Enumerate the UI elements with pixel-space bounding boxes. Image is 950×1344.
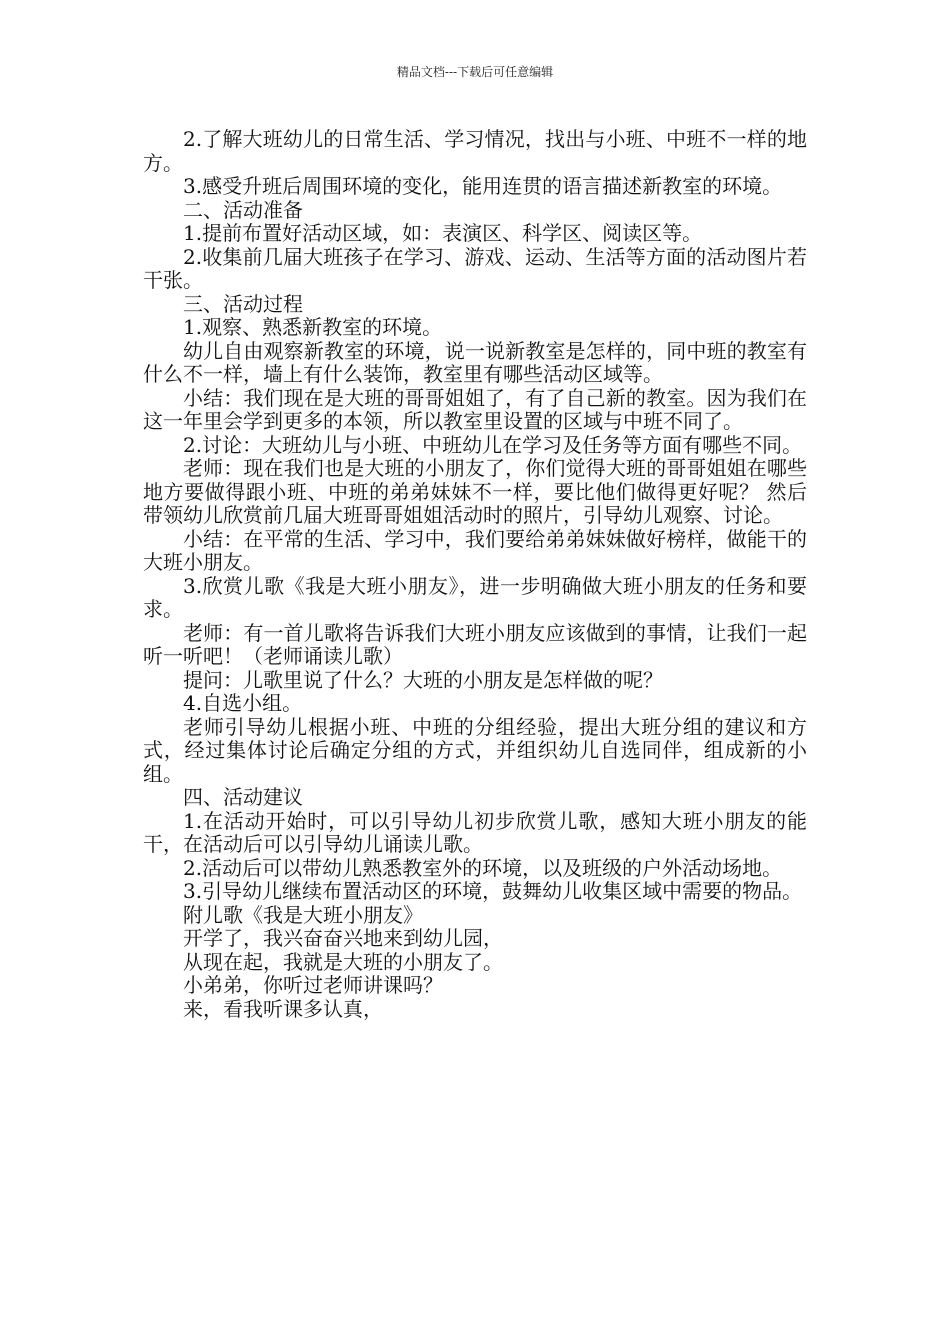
paragraph: 提问：儿歌里说了什么？大班的小朋友是怎样做的呢？	[183, 667, 663, 692]
poem-line: 从现在起，我就是大班的小朋友了。	[183, 949, 503, 974]
paragraph: 小结：在平常的生活、学习中，我们要给弟弟妹妹做好榜样，做能干的大班小朋友。	[143, 526, 807, 574]
paragraph: 2.讨论：大班幼儿与小班、中班幼儿在学习及任务等方面有哪些不同。	[183, 432, 803, 457]
poem-line: 开学了，我兴奋奋兴地来到幼儿园，	[183, 926, 503, 950]
paragraph: 3.感受升班后周围环境的变化，能用连贯的语言描述新教室的环境。	[183, 174, 783, 198]
paragraph: 老师：现在我们也是大班的小朋友了，你们觉得大班的哥哥姐姐在哪些地方要做得跟小班、中班的弟弟妹妹不一样，要比他们做得更好呢？ 然后带领幼儿欣赏前几届大班哥哥姐姐活动时的照片，引导幼儿观察、讨论。	[143, 456, 807, 527]
paragraph: 幼儿自由观察新教室的环境，说一说新教室是怎样的，同中班的教室有什么不一样，墙上有什么装饰，教室里有哪些活动区域等。	[143, 338, 807, 386]
paragraph: 2.了解大班幼儿的日常生活、学习情况，找出与小班、中班不一样的地方。	[143, 127, 807, 175]
section-heading: 三、活动过程	[183, 291, 303, 316]
section-heading: 四、活动建议	[183, 785, 303, 809]
poem-title: 附儿歌《我是大班小朋友》	[183, 902, 423, 927]
paragraph: 2.活动后可以带幼儿熟悉教室外的环境，以及班级的户外活动场地。	[183, 855, 783, 880]
paragraph: 老师：有一首儿歌将告诉我们大班小朋友应该做到的事情，让我们一起听一听吧！（老师诵读儿歌）	[143, 620, 807, 668]
paragraph: 1.提前布置好活动区域，如：表演区、科学区、阅读区等。	[183, 221, 703, 245]
page-header-watermark: 精品文档---下载后可任意编辑	[396, 65, 554, 79]
paragraph: 小结：我们现在是大班的哥哥姐姐了，有了自己新的教室。因为我们在这一年里会学到更多的本领，所以教室里设置的区域与中班不同了。	[143, 385, 807, 433]
paragraph: 1.在活动开始时，可以引导幼儿初步欣赏儿歌，感知大班小朋友的能干，在活动后可以引导幼儿诵读儿歌。	[143, 808, 807, 856]
paragraph: 老师引导幼儿根据小班、中班的分组经验，提出大班分组的建议和方式，经过集体讨论后确定分组的方式，并组织幼儿自选同伴，组成新的小组。	[143, 714, 807, 786]
poem-line: 小弟弟，你听过老师讲课吗？	[183, 973, 443, 997]
paragraph: 3.引导幼儿继续布置活动区的环境，鼓舞幼儿收集区域中需要的物品。	[183, 879, 803, 903]
paragraph: 4.自选小组。	[183, 691, 303, 715]
document-body	[143, 128, 807, 1021]
poem-line: 来，看我听课多认真，	[183, 996, 383, 1021]
paragraph: 2.收集前几届大班孩子在学习、游戏、运动、生活等方面的活动图片若干张。	[143, 244, 807, 292]
paragraph: 1.观察、熟悉新教室的环境。	[183, 315, 443, 339]
section-heading: 二、活动准备	[183, 197, 303, 222]
paragraph: 3.欣赏儿歌《我是大班小朋友》，进一步明确做大班小朋友的任务和要求。	[143, 573, 807, 621]
